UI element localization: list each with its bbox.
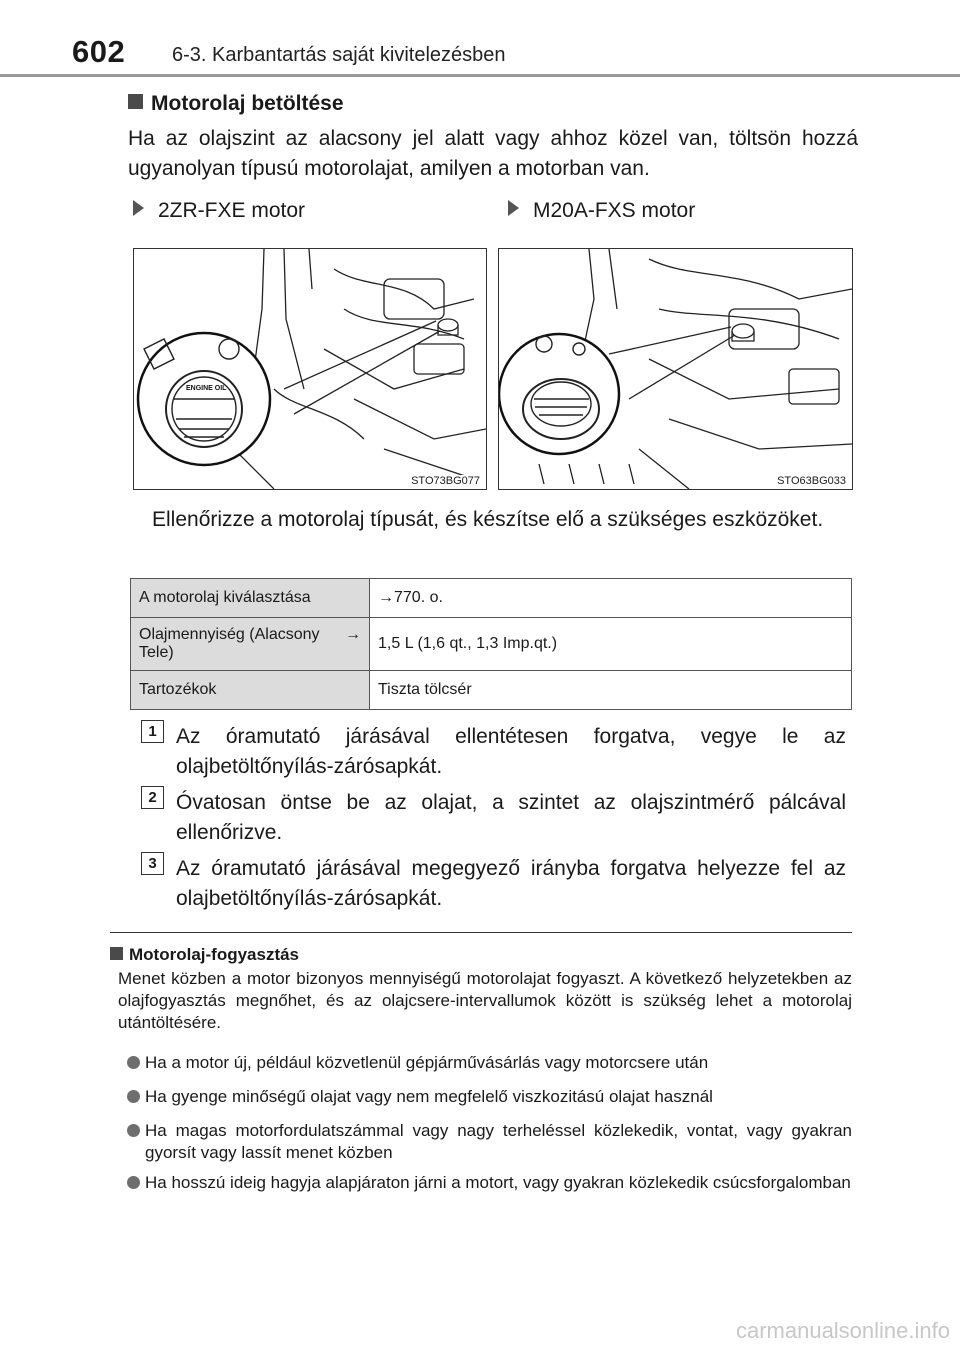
consumption-intro: Menet közben a motor bizonyos mennyiségű motorolajat fogyaszt. A következő helyzetekben az olajfogyasztás megnőhet, és az olajcsere-intervallumok között is szükség lehet a motorolaj utántöltésére.	[118, 969, 852, 1032]
section-title: Motorolaj betöltése	[128, 92, 344, 116]
page-number: 602	[72, 34, 126, 69]
table-row	[131, 579, 852, 618]
square-bullet-icon	[128, 94, 143, 109]
figure-2zr-engine	[133, 248, 487, 490]
table-row	[131, 618, 852, 671]
bullet-dot-icon	[127, 1124, 140, 1137]
bullet-dot-icon	[127, 1056, 140, 1069]
section-intro: Ha az olajszint az alacsony jel alatt vagy ahhoz közel van, töltsön hozzá ugyanolyan típusú motorolajat, amilyen a motorban van.	[128, 127, 858, 180]
engine-illustration-2zr	[134, 249, 486, 489]
step-number: 2	[141, 786, 164, 809]
variant-label-2zr: 2ZR-FXE motor	[133, 199, 305, 223]
figure-code: STO73BG077	[411, 475, 480, 487]
table-key: A motorolaj kiválasztása	[131, 579, 370, 618]
engine-oil-cap-label: ENGINE OIL	[186, 385, 227, 392]
step-number: 3	[141, 852, 164, 875]
table-value: →770. o.	[370, 579, 852, 618]
oil-spec-table	[130, 578, 852, 710]
list-item: Ha hosszú ideig hagyja alapjáraton járni a motort, vagy gyakran közlekedik csúcsforgalomban	[127, 1172, 852, 1194]
table-key: Olajmennyiség (Alacsony → Tele)	[131, 618, 370, 671]
figure-code: STO63BG033	[777, 475, 846, 487]
table-row	[131, 671, 852, 710]
header-title: 6-3. Karbantartás saját kivitelezésben	[172, 44, 506, 66]
check-instruction: Ellenőrizze a motorolaj típusát, és készítse elő a szükséges eszközöket.	[152, 508, 824, 531]
variant-label-m20a: M20A-FXS motor	[508, 199, 695, 223]
triangle-bullet-icon	[133, 200, 144, 216]
engine-illustration-m20a	[499, 249, 852, 489]
figure-m20a-engine	[498, 248, 853, 490]
step-text: Az óramutató járásával ellentétesen forgatva, vegye le az olajbetöltőnyílás-zárósapkát.	[176, 725, 846, 778]
step-text: Óvatosan öntse be az olajat, a szintet az olajszintmérő pálcával ellenőrizve.	[176, 791, 846, 844]
table-value: Tiszta tölcsér	[370, 671, 852, 710]
square-bullet-icon	[110, 947, 123, 960]
header-rule	[0, 74, 960, 77]
list-item: Ha a motor új, például közvetlenül gépjárművásárlás vagy motorcsere után	[127, 1052, 852, 1074]
triangle-bullet-icon	[508, 200, 519, 216]
table-key: Tartozékok	[131, 671, 370, 710]
list-item: Ha gyenge minőségű olajat vagy nem megfelelő viszkozitású olajat használ	[127, 1086, 852, 1108]
step-text: Az óramutató járásával megegyező irányba forgatva helyezze fel az olajbetöltőnyílás-zárósapkát.	[176, 857, 846, 910]
bullet-dot-icon	[127, 1176, 140, 1189]
consumption-title: Motorolaj-fogyasztás	[110, 945, 299, 965]
list-item: Ha magas motorfordulatszámmal vagy nagy terheléssel közlekedik, vontat, vagy gyakran gyorsít vagy lassít menet közben	[127, 1120, 852, 1164]
step-number: 1	[141, 720, 164, 743]
table-value: 1,5 L (1,6 qt., 1,3 Imp.qt.)	[370, 618, 852, 671]
watermark: carmanualsonline.info	[735, 1318, 950, 1343]
bullet-dot-icon	[127, 1090, 140, 1103]
section-divider	[110, 932, 852, 933]
